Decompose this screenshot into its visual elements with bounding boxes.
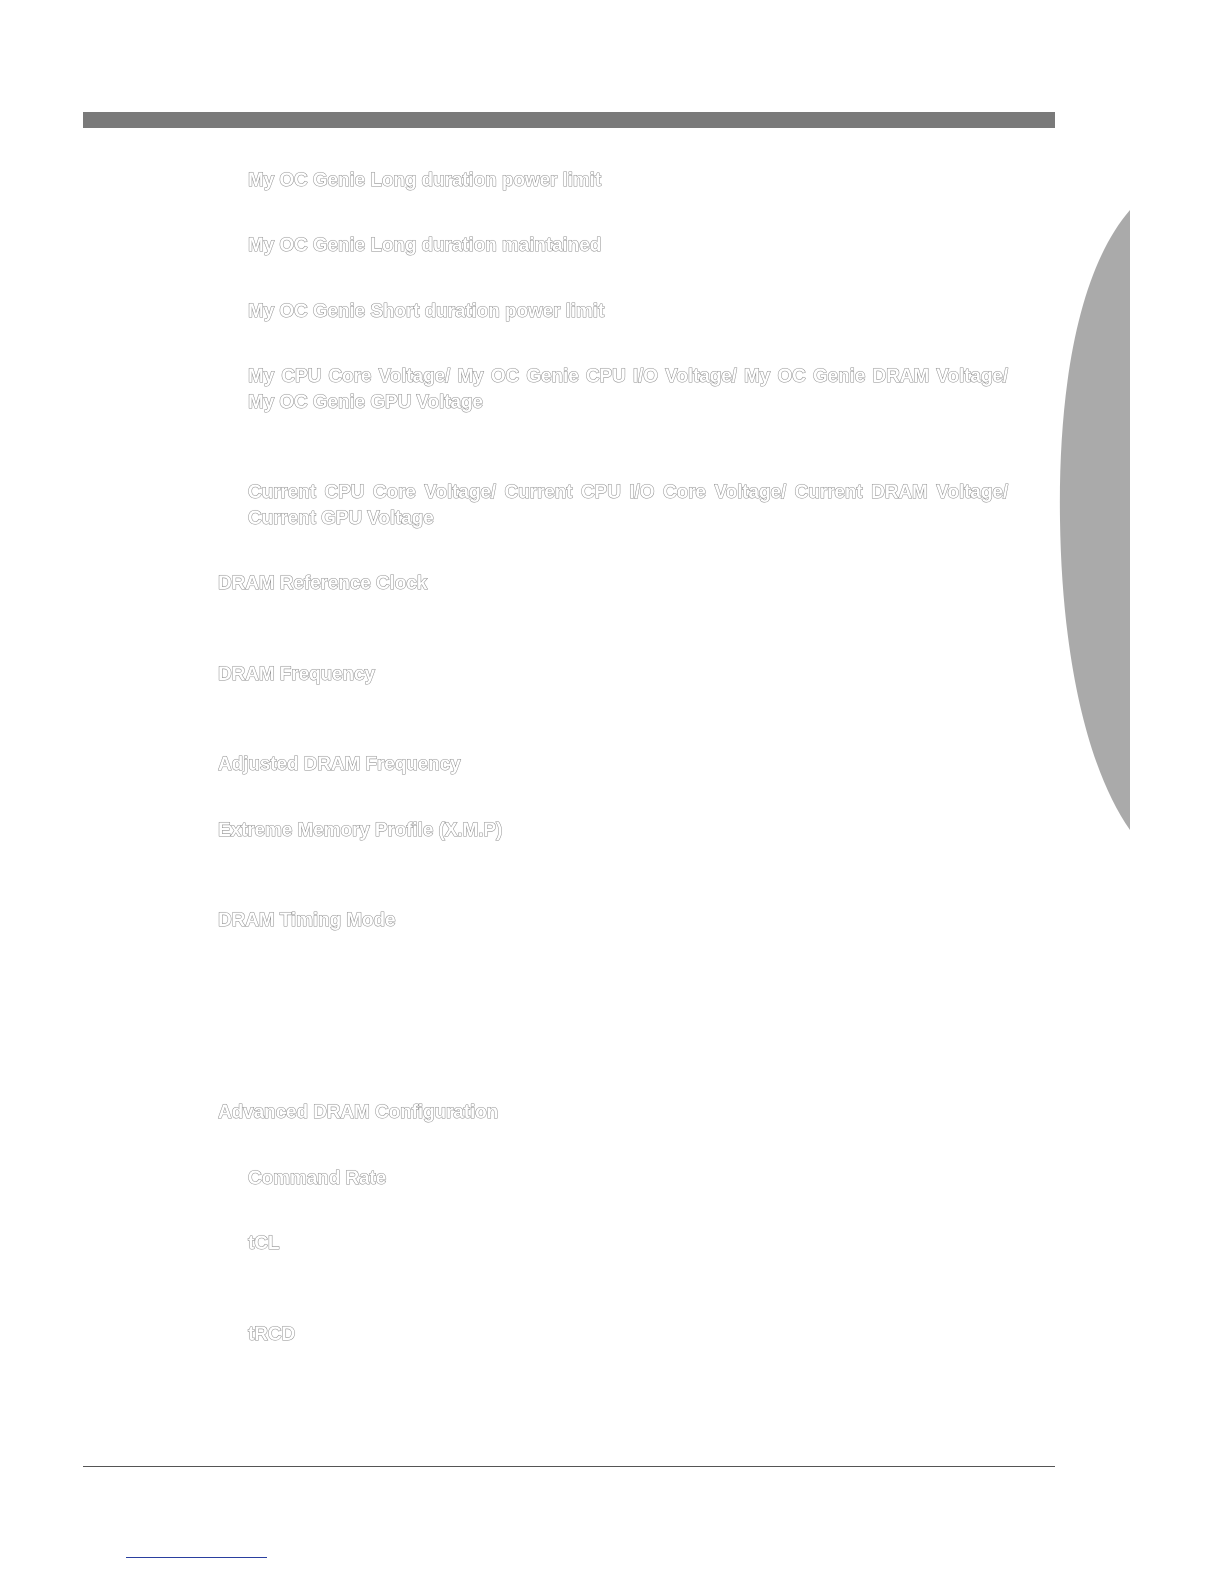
heading-trcd: tRCD <box>248 1324 296 1345</box>
heading-dram-timing-mode: DRAM Timing Mode <box>218 910 396 931</box>
heading-long-duration-maintained: My OC Genie Long duration maintained <box>248 235 602 256</box>
heading-current-voltages: Current CPU Core Voltage/ Current CPU I/O Core Voltage/ Current DRAM Voltage/ Current GPU Voltage <box>248 482 1008 529</box>
footer-rule <box>83 1466 1055 1467</box>
heading-advanced-dram-configuration: Advanced DRAM Configuration <box>218 1102 499 1123</box>
footer-link-underline[interactable] <box>126 1557 267 1558</box>
heading-command-rate: Command Rate <box>248 1168 387 1189</box>
header-bar <box>83 112 1055 128</box>
heading-dram-frequency: DRAM Frequency <box>218 664 375 685</box>
heading-dram-reference-clock: DRAM Reference Clock <box>218 573 428 594</box>
heading-short-duration-power-limit: My OC Genie Short duration power limit <box>248 301 605 322</box>
heading-my-voltages: My CPU Core Voltage/ My OC Genie CPU I/O Voltage/ My OC Genie DRAM Voltage/ My OC Genie GPU Voltage <box>248 366 1008 413</box>
heading-tcl: tCL <box>248 1233 280 1254</box>
side-tab-decoration <box>1058 210 1138 830</box>
heading-adjusted-dram-frequency: Adjusted DRAM Frequency <box>218 754 461 775</box>
heading-long-duration-power-limit: My OC Genie Long duration power limit <box>248 170 602 191</box>
heading-xmp: Extreme Memory Profile (X.M.P) <box>218 820 503 841</box>
